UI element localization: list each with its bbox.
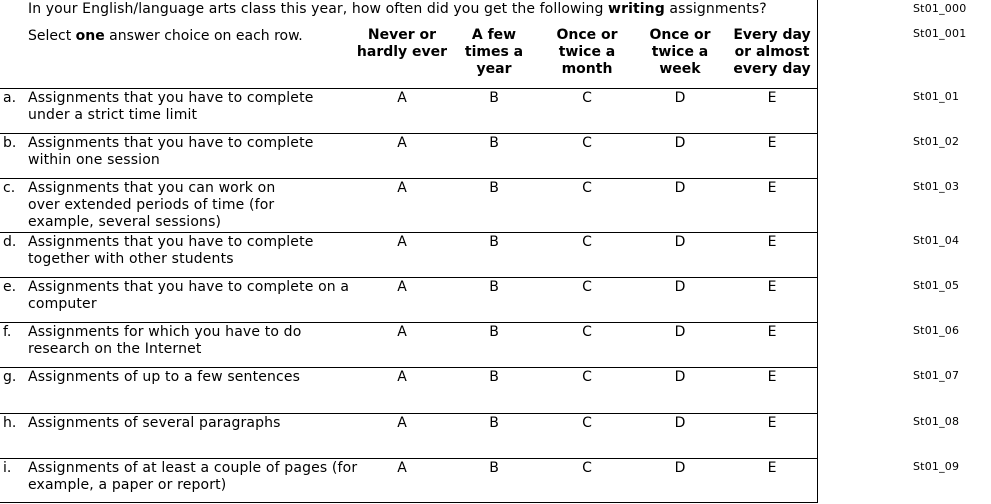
row-letter: i. [3,460,12,476]
row-divider [0,367,818,368]
row-item-text: Assignments for which you have to do research on the Internet [28,324,302,357]
answer-option-d[interactable]: D [674,135,686,151]
row-code: St01_04 [913,234,960,247]
question-code: St01_000 [913,2,967,15]
answer-option-e[interactable]: E [767,460,777,476]
row-code: St01_09 [913,460,960,473]
row-divider [0,232,818,233]
answer-option-d[interactable]: D [674,460,686,476]
answer-option-d[interactable]: D [674,369,686,385]
row-code: St01_05 [913,279,960,292]
row-letter: f. [3,324,12,340]
row-letter: h. [3,415,17,431]
row-item-text: Assignments of up to a few sentences [28,369,301,385]
row-item-text: Assignments of at least a couple of pages (for example, a paper or report) [28,460,358,493]
answer-option-d[interactable]: D [674,279,686,295]
row-divider [0,413,818,414]
answer-option-e[interactable]: E [767,135,777,151]
row-letter: c. [3,180,16,196]
row-divider [0,322,818,323]
answer-option-a[interactable]: A [397,180,407,196]
row-divider [0,133,818,134]
answer-option-e[interactable]: E [767,324,777,340]
row-divider [0,88,818,89]
answer-option-d[interactable]: D [674,324,686,340]
answer-option-c[interactable]: C [582,415,592,431]
row-code: St01_08 [913,415,960,428]
column-header-3: Once or twice a month [556,27,618,77]
row-letter: a. [3,90,17,106]
instruction-code: St01_001 [913,27,967,40]
answer-option-c[interactable]: C [582,369,592,385]
column-header-4: Once or twice a week [649,27,711,77]
answer-option-b[interactable]: B [489,180,499,196]
answer-option-e[interactable]: E [767,369,777,385]
answer-option-b[interactable]: B [489,415,499,431]
question-text: In your English/language arts class this year, how often did you get the following writing assignments? [28,1,767,17]
answer-option-e[interactable]: E [767,180,777,196]
row-divider [0,277,818,278]
column-header-5: Every day or almost every day [733,27,811,77]
instruction-text: Select one answer choice on each row. [28,28,303,44]
answer-option-a[interactable]: A [397,415,407,431]
answer-option-b[interactable]: B [489,90,499,106]
row-divider [0,178,818,179]
answer-option-a[interactable]: A [397,324,407,340]
row-item-text: Assignments of several paragraphs [28,415,281,431]
column-header-1: Never or hardly ever [356,27,448,60]
answer-option-a[interactable]: A [397,460,407,476]
answer-option-e[interactable]: E [767,90,777,106]
answer-option-b[interactable]: B [489,369,499,385]
answer-option-c[interactable]: C [582,90,592,106]
answer-option-d[interactable]: D [674,180,686,196]
row-code: St01_01 [913,90,960,103]
answer-option-c[interactable]: C [582,234,592,250]
row-divider [0,458,818,459]
answer-option-d[interactable]: D [674,90,686,106]
answer-option-a[interactable]: A [397,234,407,250]
answer-option-c[interactable]: C [582,180,592,196]
row-item-text: Assignments that you can work on over extended periods of time (for example, several sessions) [28,180,276,230]
answer-option-b[interactable]: B [489,324,499,340]
row-letter: e. [3,279,17,295]
answer-option-c[interactable]: C [582,279,592,295]
answer-option-c[interactable]: C [582,324,592,340]
row-item-text: Assignments that you have to complete under a strict time limit [28,90,314,123]
answer-option-b[interactable]: B [489,279,499,295]
row-code: St01_03 [913,180,960,193]
answer-option-d[interactable]: D [674,415,686,431]
answer-option-c[interactable]: C [582,460,592,476]
answer-option-a[interactable]: A [397,369,407,385]
answer-option-b[interactable]: B [489,234,499,250]
answer-option-c[interactable]: C [582,135,592,151]
row-item-text: Assignments that you have to complete on a computer [28,279,350,312]
row-letter: g. [3,369,17,385]
answer-option-b[interactable]: B [489,135,499,151]
answer-option-e[interactable]: E [767,234,777,250]
answer-option-b[interactable]: B [489,460,499,476]
answer-option-a[interactable]: A [397,135,407,151]
row-letter: b. [3,135,17,151]
answer-option-e[interactable]: E [767,279,777,295]
answer-option-a[interactable]: A [397,279,407,295]
row-item-text: Assignments that you have to complete together with other students [28,234,314,267]
row-item-text: Assignments that you have to complete within one session [28,135,314,168]
column-header-2: A few times a year [464,27,524,77]
row-code: St01_02 [913,135,960,148]
answer-option-e[interactable]: E [767,415,777,431]
answer-option-a[interactable]: A [397,90,407,106]
row-code: St01_06 [913,324,960,337]
row-code: St01_07 [913,369,960,382]
row-letter: d. [3,234,17,250]
answer-option-d[interactable]: D [674,234,686,250]
